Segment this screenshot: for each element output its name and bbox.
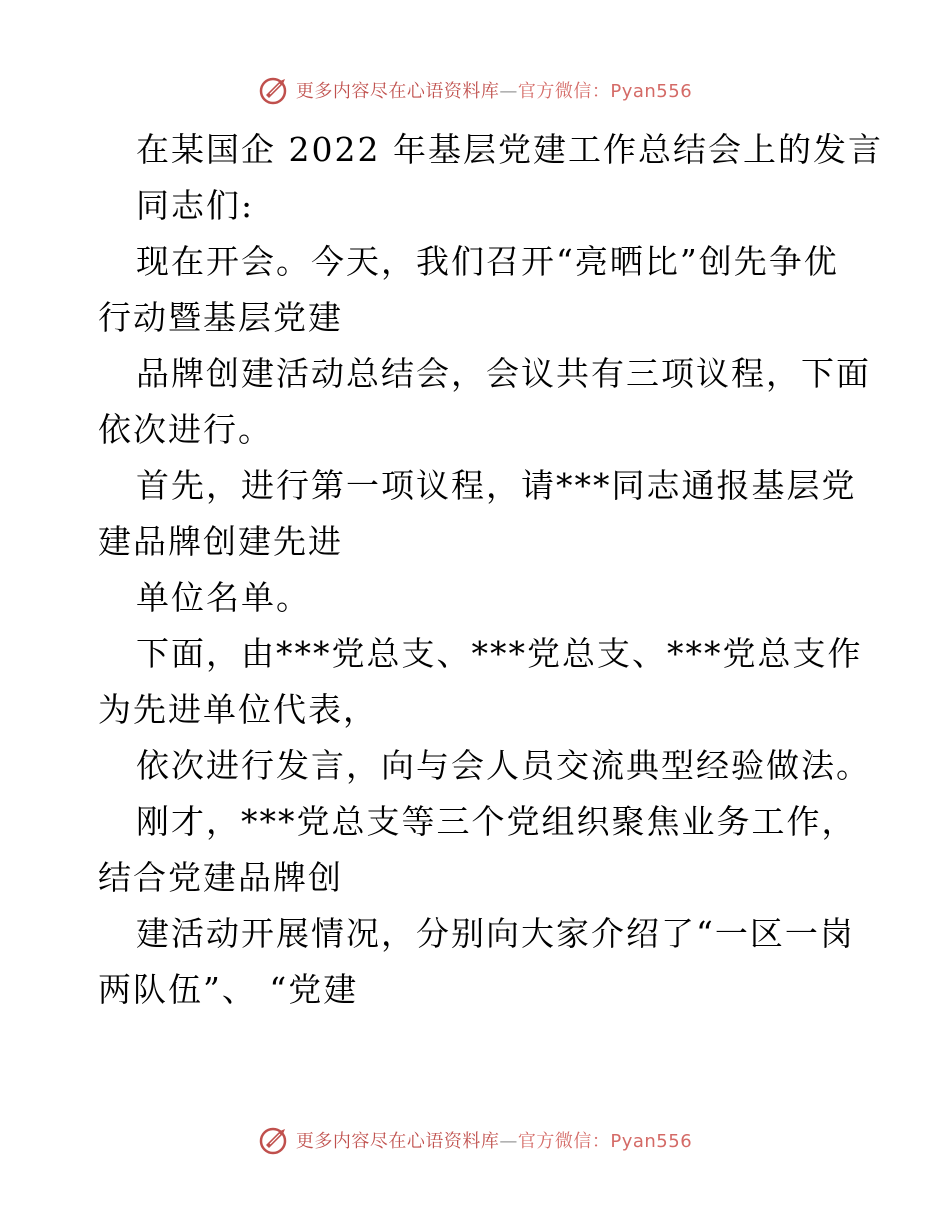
paragraph: 品牌创建活动总结会，会议共有三项议程，下面 依次进行。 bbox=[98, 354, 871, 449]
footer-watermark-text: 更多内容尽在心语资料库—官方微信：Pyan556 bbox=[295, 1131, 693, 1152]
pen-nib-circle-icon bbox=[258, 1123, 292, 1157]
paragraph: 下面，由***党总支、***党总支、***党总支作 为先进单位代表， bbox=[98, 634, 863, 729]
footer-banner bbox=[0, 1120, 950, 1160]
paragraph: 首先，进行第一项议程，请***同志通报基层党 建品牌创建先进 bbox=[98, 466, 857, 561]
header-watermark-text: 更多内容尽在心语资料库—官方微信：Pyan556 bbox=[295, 81, 693, 102]
paragraph: 刚才，***党总支等三个党组织聚焦业务工作， 结合党建品牌创 bbox=[98, 802, 857, 897]
paragraph: 现在开会。今天，我们召开“亮晒比”创先争优 行动暨基层党建 bbox=[98, 242, 839, 337]
header-banner bbox=[0, 70, 950, 110]
paragraph: 建活动开展情况，分别向大家介绍了“一区一岗 两队伍”、 “党建 bbox=[98, 914, 855, 1009]
document-title: 在某国企 2022 年基层党建工作总结会上的发言 bbox=[136, 130, 883, 169]
pen-nib-circle-icon bbox=[258, 73, 292, 107]
salutation: 同志们: bbox=[136, 186, 255, 225]
document-body bbox=[98, 122, 883, 1018]
paragraph: 单位名单。 bbox=[136, 578, 311, 617]
paragraph: 依次进行发言，向与会人员交流典型经验做法。 bbox=[136, 746, 871, 785]
